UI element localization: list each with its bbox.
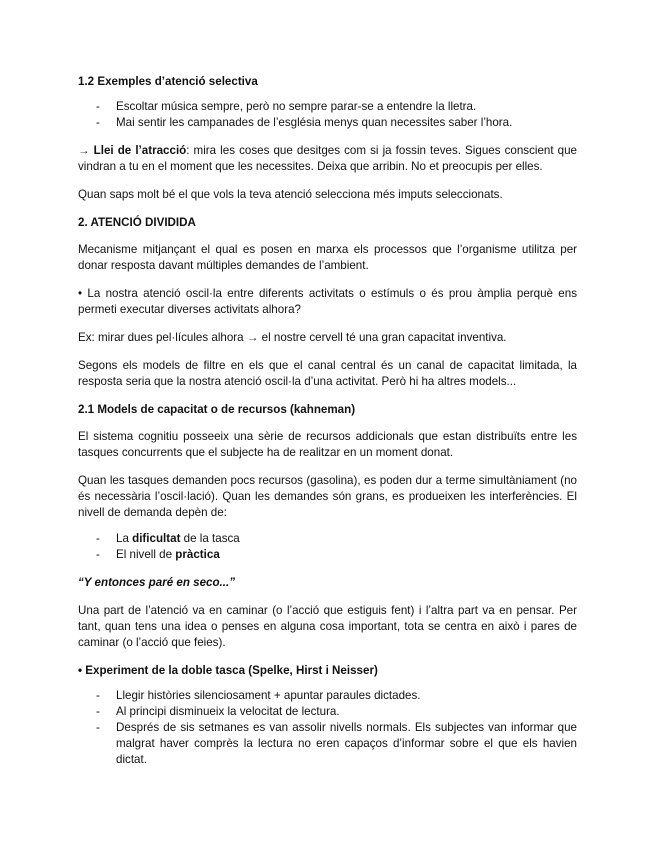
item-text: El nivell de [116, 548, 176, 561]
item-text: de la tasca [180, 532, 240, 545]
section-heading-1-2: 1.2 Exemples d’atenció selectiva [78, 75, 258, 88]
quote: “Y entonces paré en seco...” [78, 576, 236, 589]
item-bold-text: dificultat [132, 532, 181, 545]
item-bold-text: pràctica [175, 548, 220, 561]
paragraph: Quan saps molt bé el que vols la teva atenció selecciona més imputs seleccionats. [78, 188, 503, 201]
paragraph: El sistema cognitiu posseeix una sèrie de recursos addicionals que estan distribuïts entre les tasques concurrents que el subjecte ha de realitzar en un moment donat. [78, 430, 577, 459]
paragraph: Una part de l’atenció va en caminar (o l’acció que estiguis fent) i l’altra part va en pensar. Per tant, quan tens una idea o penses en alguna cosa important, tota se centra en això i pares de caminar (o l’acció que feies). [78, 604, 577, 649]
examples-list [78, 99, 577, 131]
list-item [78, 547, 577, 563]
list-item: - Després de sis setmanes es van assolir nivells normals. Els subjectes van informar que malgrat haver comprès la lectura no eren capaços d’informar sobre el que els havien dictat. [78, 720, 577, 768]
law-of-attraction-paragraph [78, 143, 577, 175]
law-of-attraction-label: → Llei de l’atracció [78, 144, 187, 157]
list-item: - Mai sentir les campanades de l’església menys quan necessites saber l’hora. [78, 115, 577, 131]
section-heading-2-1: 2.1 Models de capacitat o de recursos (kahneman) [78, 403, 356, 416]
paragraph: Segons els models de filtre en els que el canal central és un canal de capacitat limitada, la resposta seria que la nostra atenció oscil·la d’una activitat. Però hi ha altres models... [78, 359, 577, 388]
list-item: - Escoltar música sempre, però no sempre parar-se a entendre la lletra. [78, 99, 577, 115]
experiment-heading: • Experiment de la doble tasca (Spelke, Hirst i Neisser) [78, 664, 378, 677]
experiment-list [78, 688, 577, 768]
list-item [78, 531, 577, 547]
list-item: - Llegir històries silenciosament + apuntar paraules dictades. [78, 688, 577, 704]
paragraph: Ex: mirar dues pel·lícules alhora → el nostre cervell té una gran capacitat inventiva. [78, 331, 507, 344]
item-text: La [116, 532, 133, 545]
law-of-attraction-text: : mira les coses que desitges com si ja fossin teves. Sigues conscient que vindran a tu en el moment que les necessites. Deixa que arribin. No et preocupis per elles. [78, 144, 577, 173]
demand-factors-list [78, 531, 577, 563]
section-heading-2: 2. ATENCIÓ DIVIDIDA [78, 216, 196, 229]
paragraph: • La nostra atenció oscil·la entre diferents activitats o estímuls o és prou àmplia perquè ens permeti executar diverses activitats alhora? [78, 287, 577, 316]
list-item: - Al principi disminueix la velocitat de lectura. [78, 704, 577, 720]
paragraph: Quan les tasques demanden pocs recursos (gasolina), es poden dur a terme simultàniament (no és necessària l’oscil·lació). Quan les demandes són grans, es produeixen les interferències. El nivell de demanda depèn de: [78, 474, 577, 519]
paragraph: Mecanisme mitjançant el qual es posen en marxa els processos que l’organisme utilitza per donar resposta davant múltiples demandes de l’ambient. [78, 243, 577, 272]
